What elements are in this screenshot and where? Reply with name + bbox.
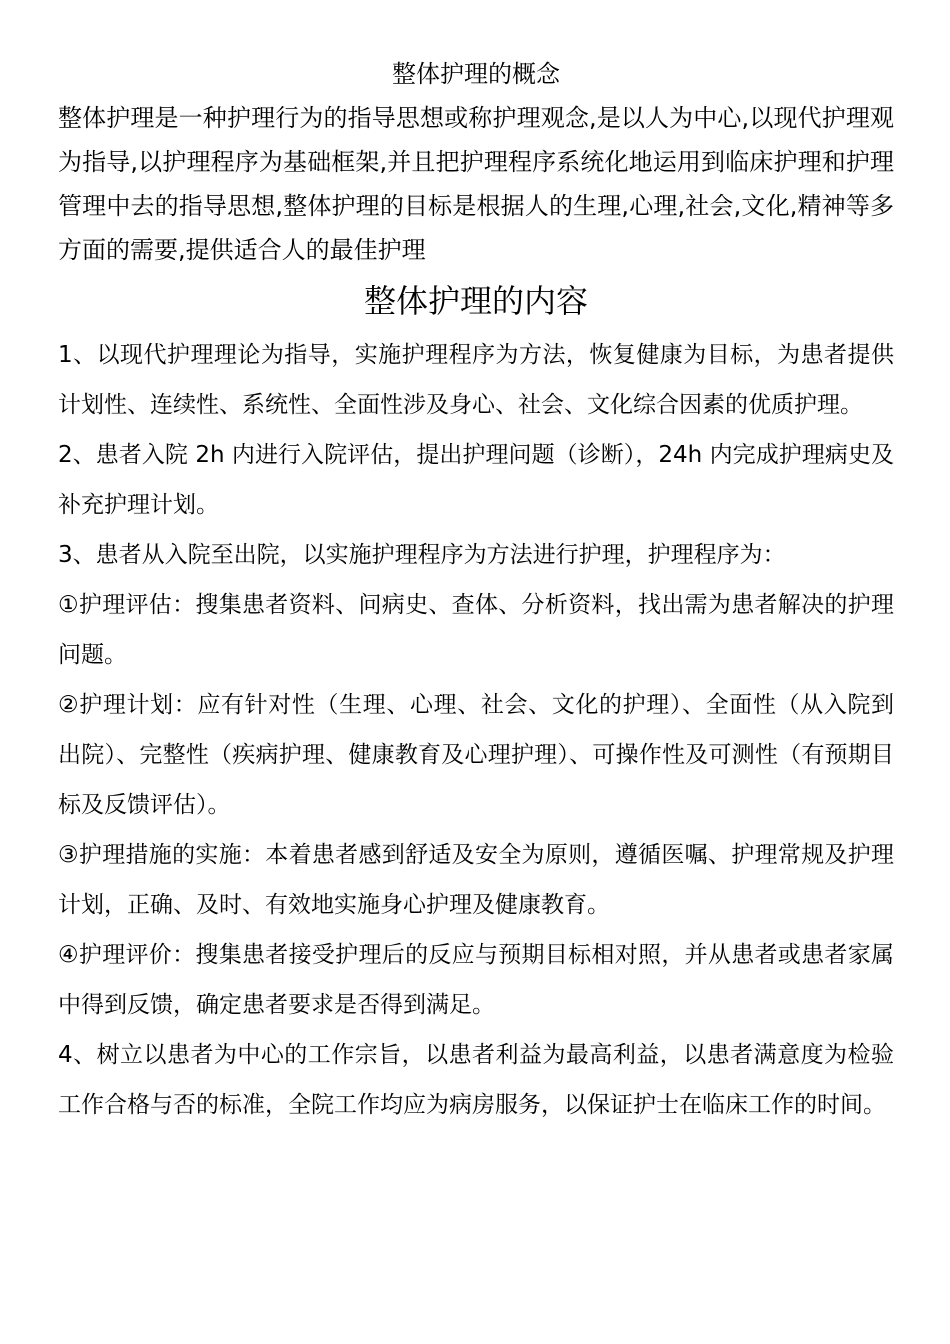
content-item-3: 3、患者从入院至出院，以实施护理程序为方法进行护理，护理程序为： bbox=[58, 542, 786, 568]
content-item-2: 2、患者入院 2h 内进行入院评估，提出护理问题（诊断），24h 内完成护理病史及补充护理计划。 bbox=[58, 442, 894, 518]
content-item-3-implementation: ③护理措施的实施：本着患者感到舒适及安全为原则，遵循医嘱、护理常规及护理计划，正确、及时、有效地实施身心护理及健康教育。 bbox=[58, 842, 894, 918]
concept-paragraph: 整体护理是一种护理行为的指导思想或称护理观念,是以人为中心,以现代护理观为指导,以护理程序为基础框架,并且把护理程序系统化地运用到临床护理和护理管理中去的指导思想,整体护理的目标是根据人的生理,心理,社会,文化,精神等多方面的需要,提供适合人的最佳护理 bbox=[58, 104, 894, 264]
section-title-content: 整体护理的内容 bbox=[363, 282, 588, 320]
content-item-1: 1、以现代护理理论为指导，实施护理程序为方法，恢复健康为目标，为患者提供计划性、连续性、系统性、全面性涉及身心、社会、文化综合因素的优质护理。 bbox=[58, 342, 894, 418]
content-item-4: 4、树立以患者为中心的工作宗旨，以患者利益为最高利益，以患者满意度为检验工作合格与否的标准，全院工作均应为病房服务，以保证护士在临床工作的时间。 bbox=[58, 1042, 894, 1118]
content-item-3-evaluation: ④护理评价：搜集患者接受护理后的反应与预期目标相对照，并从患者或患者家属中得到反馈，确定患者要求是否得到满足。 bbox=[58, 942, 894, 1018]
document-page bbox=[58, 52, 894, 1130]
content-item-3-planning: ②护理计划：应有针对性（生理、心理、社会、文化的护理）、全面性（从入院到出院）、完整性（疾病护理、健康教育及心理护理）、可操作性及可测性（有预期目标及反馈评估）。 bbox=[58, 692, 894, 818]
content-item-3-assessment: ①护理评估：搜集患者资料、问病史、查体、分析资料，找出需为患者解决的护理问题。 bbox=[58, 592, 894, 668]
section-title-concept: 整体护理的概念 bbox=[392, 60, 560, 88]
